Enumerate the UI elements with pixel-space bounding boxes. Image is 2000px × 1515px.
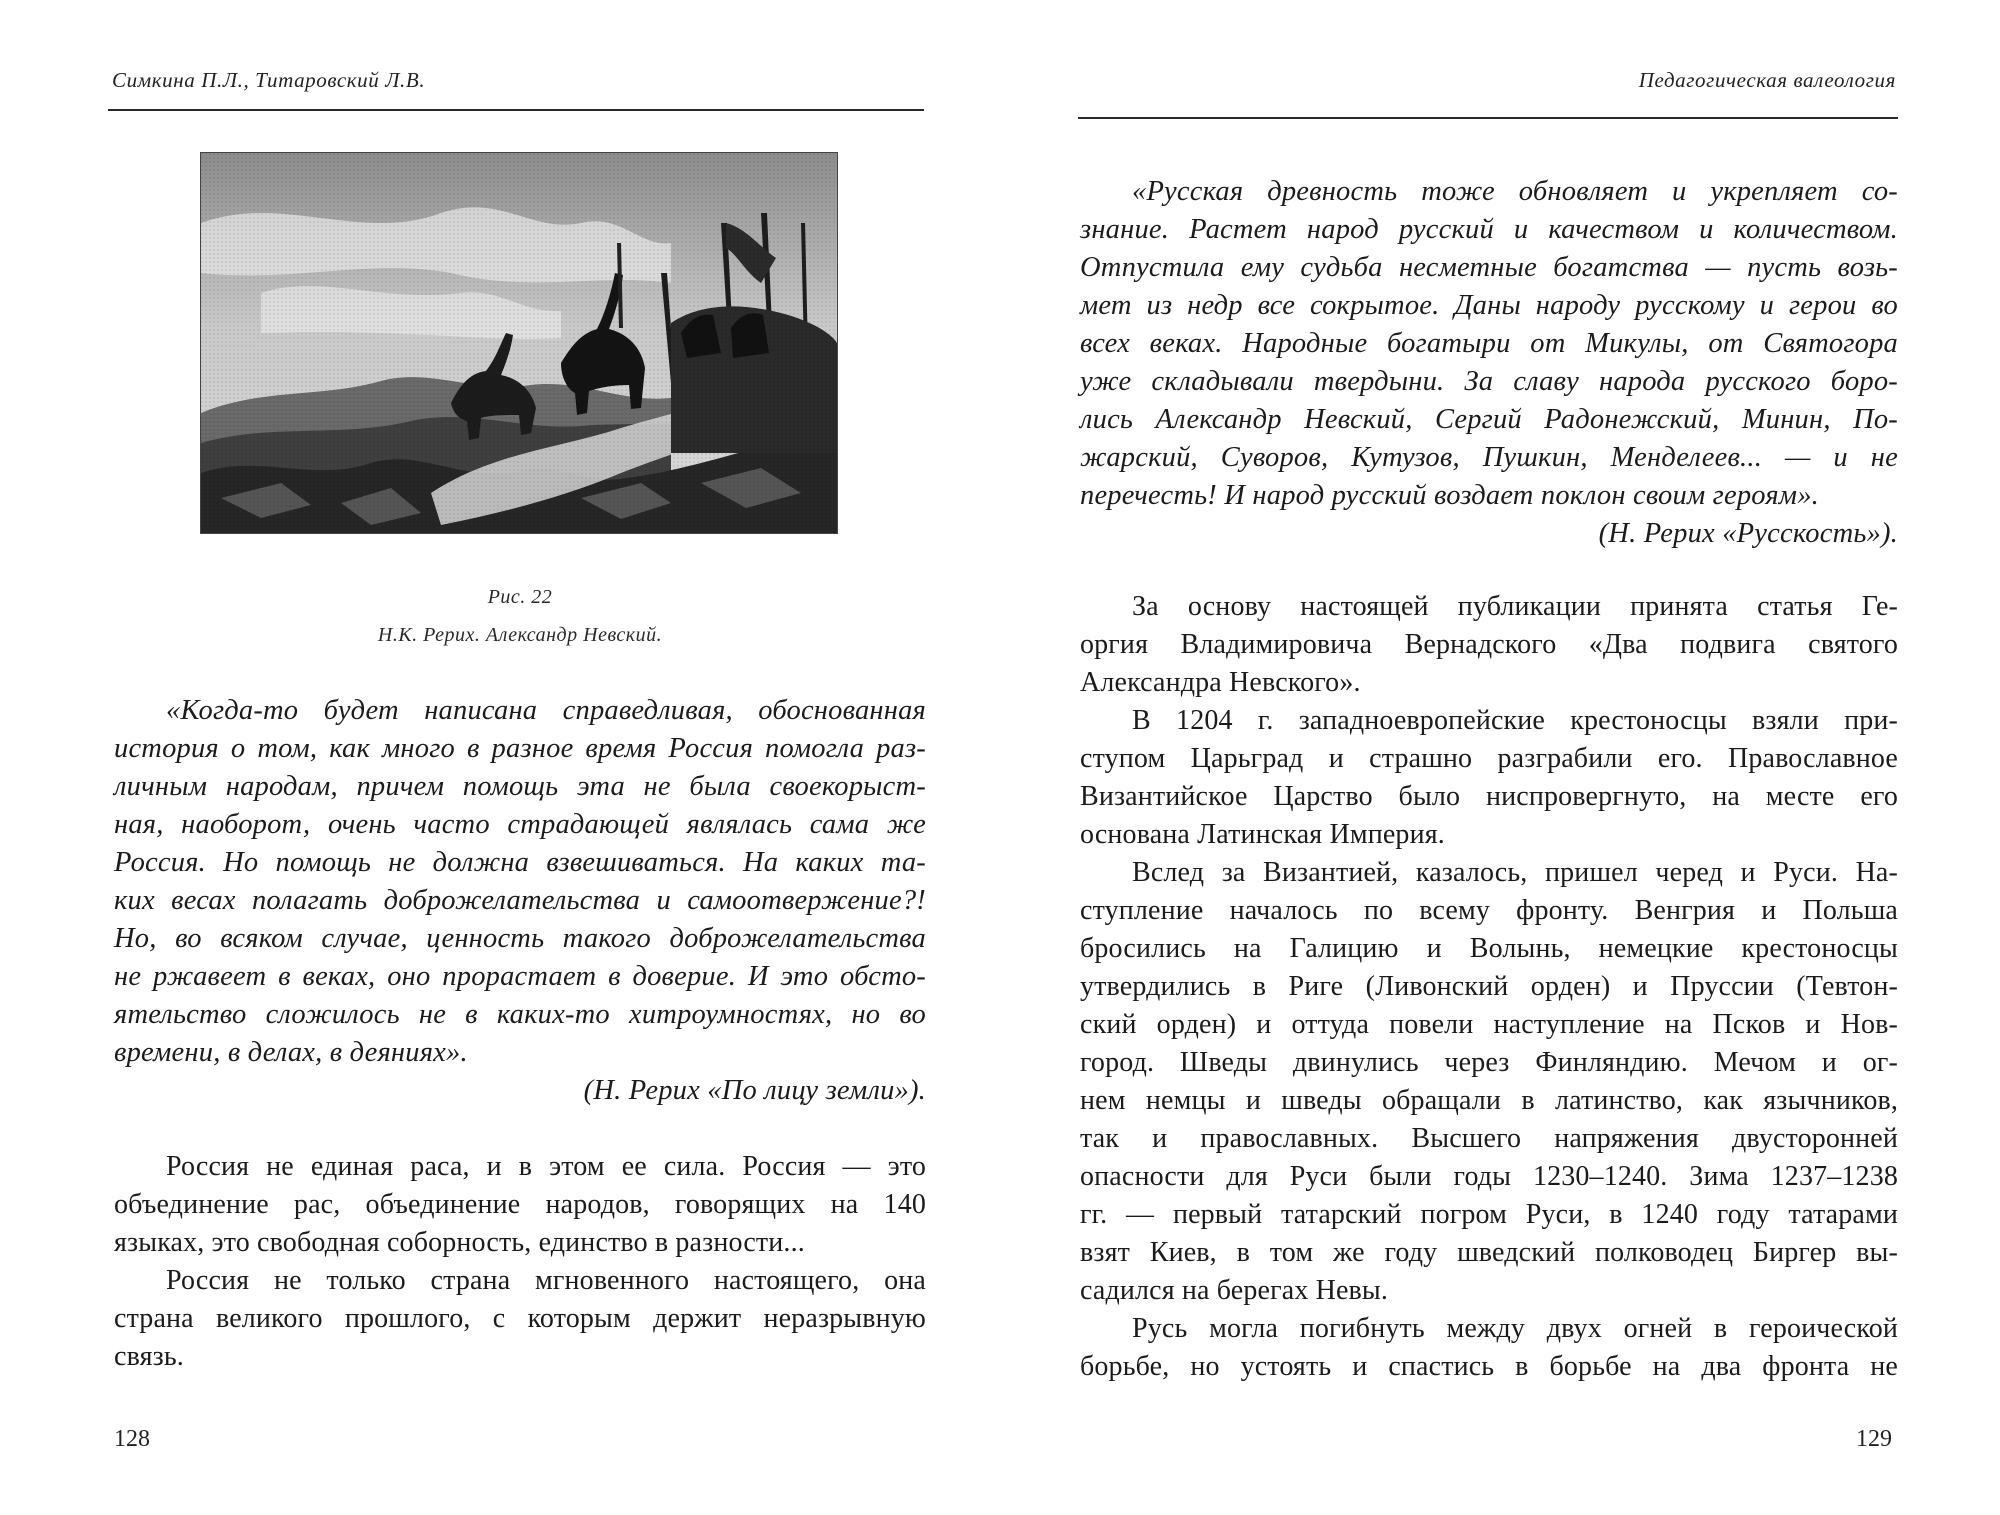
paragraph-line: Византийское Царство было ниспровергнуто, на месте его [1080, 781, 1898, 812]
paragraph-line: так и православных. Высшего напряжения двусторонней [1080, 1123, 1898, 1154]
quote-line: уже складывали твердыни. За славу народа русского боро- [1080, 366, 1898, 397]
quote-line: «Когда-то будет написана справедливая, обоснованная [166, 695, 926, 726]
paragraph-line: связь. [114, 1341, 184, 1372]
quote-attribution: (Н. Рерих «Русскость»). [1598, 518, 1898, 549]
quote-line: «Русская древность тоже обновляет и укрепляет со- [1132, 176, 1898, 207]
paragraph-line: оргия Владимировича Вернадского «Два подвига святого [1080, 629, 1898, 660]
quote-line: ких весах полагать доброжелательства и самоотвержение?! [114, 885, 926, 916]
page-number: 129 [1856, 1426, 1892, 1452]
quote-attribution: (Н. Рерих «По лицу земли»). [583, 1075, 926, 1106]
quote-line: знание. Растет народ русский и качеством и количеством. [1080, 214, 1898, 245]
quote-line: Но, во всяком случае, ценность такого доброжелательства [114, 923, 926, 954]
quote-line: ная, наоборот, очень часто страдающей являлась сама же [114, 809, 926, 840]
paragraph-line: борьбе, но устоять и спастись в борьбе на два фронта не [1080, 1351, 1898, 1382]
quote-line: лись Александр Невский, Сергий Радонежский, Минин, По- [1080, 404, 1898, 435]
paragraph-line: Вслед за Византией, казалось, пришел черед и Руси. На- [1132, 857, 1898, 888]
paragraph-line: ский орден) и оттуда повели наступление на Псков и Нов- [1080, 1009, 1898, 1040]
header-rule [1078, 117, 1898, 119]
running-head-authors: Симкина П.Л., Титаровский Л.В. [112, 68, 426, 92]
paragraph-line: гг. — первый татарский погром Руси, в 1240 году татарами [1080, 1199, 1898, 1230]
header-rule [108, 109, 924, 111]
quote-line: Отпустила ему судьба несметные богатства — пусть возь- [1080, 252, 1898, 283]
paragraph-line: языках, это свободная соборность, единство в разности... [114, 1227, 805, 1258]
quote-line: личным народам, причем помощь эта не была своекорыст- [114, 771, 926, 802]
running-head-title: Педагогическая валеология [1638, 68, 1896, 92]
quote-line: времени, в делах, в деяниях». [114, 1037, 468, 1068]
paragraph-line: опасности для Руси были годы 1230–1240. Зима 1237–1238 [1080, 1161, 1898, 1192]
right-page [1000, 0, 2000, 1515]
paragraph-line: бросились на Галицию и Волынь, немецкие крестоносцы [1080, 933, 1898, 964]
paragraph-line: город. Шведы двинулись через Финляндию. Мечом и ог- [1080, 1047, 1898, 1078]
paragraph-line: страна великого прошлого, с которым держит неразрывную [114, 1303, 926, 1334]
quote-line: ятельство сложилось не в каких-то хитроумностях, но во [114, 999, 926, 1030]
quote-roerich-2 [1080, 173, 1898, 553]
body-text-right [1080, 588, 1898, 1386]
quote-line: мет из недр все сокрытое. Даны народу русскому и герои во [1080, 290, 1898, 321]
paragraph-line: В 1204 г. западноевропейские крестоносцы взяли при- [1132, 705, 1898, 736]
quote-line: перечесть! И народ русский воздает поклон своим героям». [1080, 480, 1819, 511]
figure-number: Рис. 22 [487, 586, 553, 608]
paragraph-line: нем немцы и шведы обращали в латинство, как язычников, [1080, 1085, 1898, 1116]
paragraph-line: Александра Невского». [1080, 667, 1361, 698]
paragraph-line: Россия не единая раса, и в этом ее сила. Россия — это [166, 1151, 926, 1182]
page-number: 128 [114, 1426, 150, 1452]
paragraph-line: взят Киев, в том же году шведский полководец Биргер вы- [1080, 1237, 1898, 1268]
figure-painting [200, 152, 838, 534]
quote-line: жарский, Суворов, Кутузов, Пушкин, Менделеев... — и не [1080, 442, 1898, 473]
quote-line: всех веках. Народные богатыри от Микулы, от Святогора [1080, 328, 1898, 359]
paragraph-line: объединение рас, объединение народов, говорящих на 140 [114, 1189, 926, 1220]
paragraph-line: ступление началось по всему фронту. Венгрия и Польша [1080, 895, 1898, 926]
paragraph-line: Россия не только страна мгновенного настоящего, она [166, 1265, 926, 1296]
quote-roerich-1 [114, 692, 926, 1110]
paragraph-line: утвердились в Риге (Ливонский орден) и Пруссии (Тевтон- [1080, 971, 1898, 1002]
quote-line: Россия. Но помощь не должна взвешиваться. На каких та- [114, 847, 926, 878]
figure-caption: Н.К. Рерих. Александр Невский. [377, 624, 663, 646]
paragraph-line: За основу настоящей публикации принята статья Ге- [1132, 591, 1898, 622]
quote-line: история о том, как много в разное время Россия помогла раз- [114, 733, 926, 764]
painting-illustration [201, 153, 837, 533]
body-text-left [114, 1148, 926, 1376]
quote-line: не ржавеет в веках, оно прорастает в доверие. И это обсто- [114, 961, 926, 992]
paragraph-line: Русь могла погибнуть между двух огней в героической [1132, 1313, 1898, 1344]
paragraph-line: основана Латинская Империя. [1080, 819, 1445, 850]
paragraph-line: садился на берегах Невы. [1080, 1275, 1389, 1306]
paragraph-line: ступом Царьград и страшно разграбили его. Православное [1080, 743, 1898, 774]
